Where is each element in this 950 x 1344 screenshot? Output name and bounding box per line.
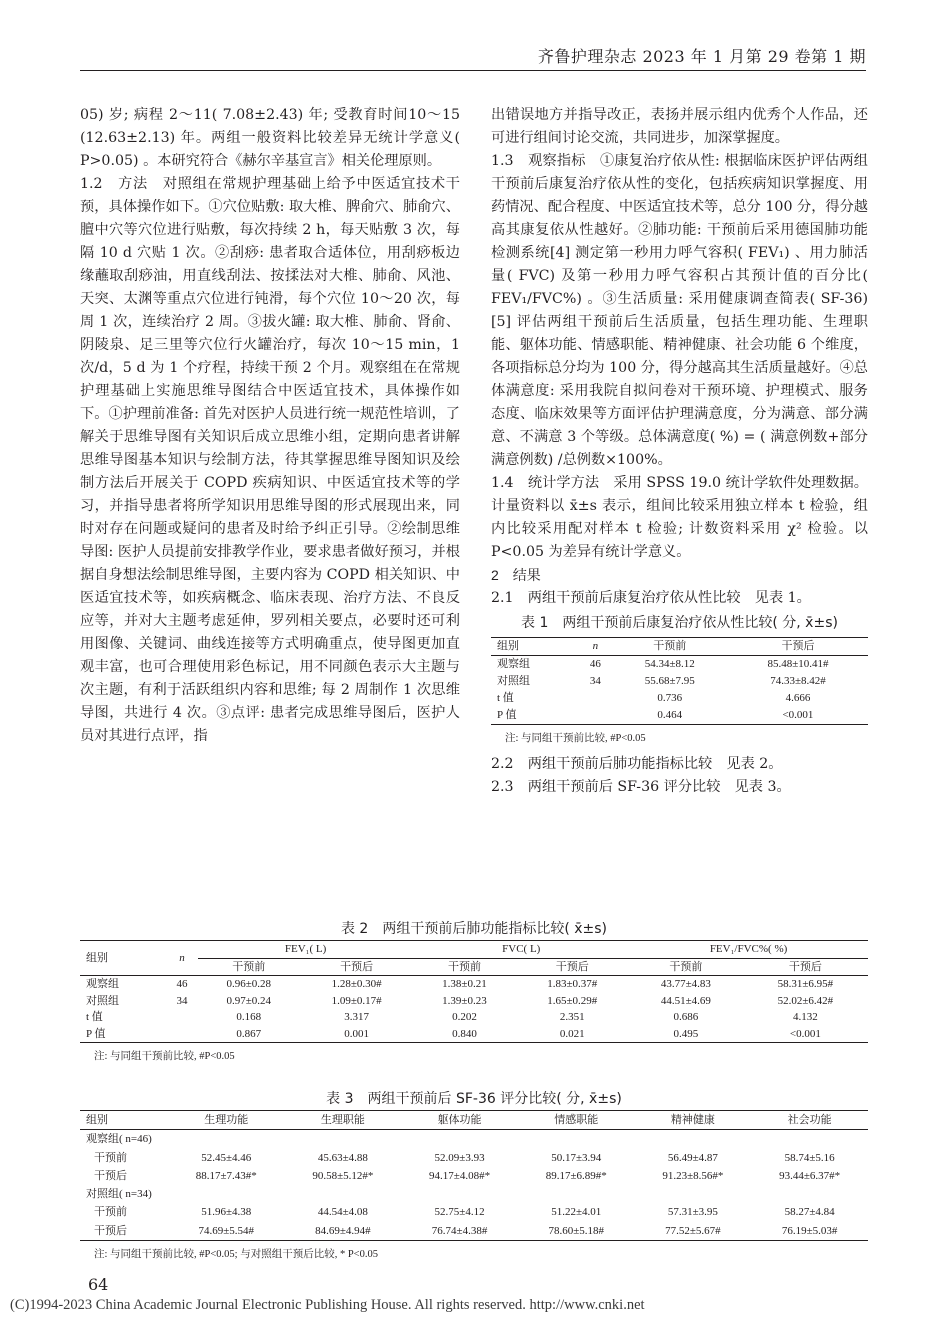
table-cell: 干预前: [94, 1206, 127, 1219]
page-header: [0, 0, 950, 74]
table-cell: t 值: [497, 692, 514, 704]
table-cell: 93.44±6.37#*: [779, 1169, 841, 1182]
table-header: 生理职能: [320, 1114, 365, 1126]
paragraph: 2.1 两组干预前后康复治疗依从性比较 见表 1。: [491, 590, 811, 606]
paragraph: 05) 岁; 病程 2～11( 7.08±2.43) 年; 受教育时间10～15 (12.63±2.13) 年。两组一般资料比较差异无统计学意义( P>0.05) 。本研究符合《赫尔辛基宣言》相关伦理原则。: [80, 107, 460, 169]
table-cell: 1.83±0.37#: [547, 978, 598, 990]
table-cell: <0.001: [789, 1027, 821, 1040]
table-header: 干预前: [447, 960, 481, 973]
table-cell: 0.867: [236, 1027, 262, 1040]
table-header-row: [80, 941, 868, 959]
table2-block: [80, 916, 868, 1071]
table-cell: 94.17±4.08#*: [429, 1169, 491, 1182]
table-header: 干预前: [232, 960, 266, 973]
table-row: [80, 1009, 868, 1026]
header-rule: [80, 70, 866, 71]
table-cell: 34: [589, 675, 601, 687]
right-column: [491, 104, 868, 799]
table-cell: 91.23±8.56#*: [662, 1169, 724, 1182]
table-header: 干预前: [653, 640, 687, 652]
table-cell: 对照组: [86, 994, 119, 1007]
table-cell: 0.736: [657, 692, 683, 704]
table-cell: 51.22±4.01: [551, 1206, 602, 1219]
table-cell: 74.69±5.54#: [198, 1224, 254, 1237]
table-cell: 0.96±0.28: [226, 978, 272, 990]
table-cell: 84.69±4.94#: [315, 1224, 371, 1237]
table-cell: 55.68±7.95: [644, 675, 695, 687]
table-row: [491, 673, 868, 690]
paragraph: 2.3 两组干预前后 SF-36 评分比较 见表 3。: [491, 779, 791, 795]
table-cell: 88.17±7.43#*: [195, 1169, 257, 1182]
table-cell: 50.17±3.94: [551, 1151, 602, 1164]
table-cell: 1.38±0.21: [442, 978, 487, 990]
table-header: 生理功能: [204, 1114, 249, 1126]
table-row: [491, 656, 868, 674]
table-row: [80, 1222, 868, 1241]
table-cell: t 值: [86, 1011, 103, 1023]
table-cell: 58.27±4.84: [784, 1206, 835, 1219]
table-header: n: [592, 640, 599, 652]
table-cell: <0.001: [782, 709, 814, 721]
table1-caption: 表 1 两组干预前后康复治疗依从性比较( 分, x̄±s): [521, 615, 838, 631]
table-cell: 干预前: [94, 1151, 127, 1164]
table2-caption: 表 2 两组干预前后肺功能指标比较( x̄±s): [340, 921, 608, 937]
table-cell: 46: [176, 978, 188, 990]
table-cell: 44.51±4.69: [660, 994, 711, 1007]
table-header: 干预前: [669, 960, 703, 973]
table2-note: 注: 与同组干预前比较, #P<0.05: [94, 1051, 235, 1062]
table-cell: 51.96±4.38: [201, 1206, 252, 1219]
table-cell: 0.202: [452, 1011, 477, 1023]
table3-caption: 表 3 两组干预前后 SF-36 评分比较( 分, x̄±s): [326, 1091, 622, 1107]
table-cell: 78.60±5.18#: [548, 1224, 605, 1237]
table-header: 组别: [497, 640, 519, 652]
paragraph: 出错误地方并指导改正，表扬并展示组内优秀个人作品，还可进行组间讨论交流，共同进步，加深掌握度。: [491, 107, 868, 146]
table-cell: P 值: [86, 1027, 106, 1040]
table-cell: 干预后: [94, 1169, 127, 1182]
table-cell: 52.02±6.42#: [777, 994, 834, 1007]
table-cell: 57.31±3.95: [667, 1206, 718, 1219]
table-cell: 43.77±4.83: [660, 978, 711, 990]
table-cell: 对照组: [497, 675, 530, 687]
table-header: FEV₁( L): [198, 941, 414, 959]
table-cell: 0.686: [673, 1011, 699, 1023]
table-row: [80, 1026, 868, 1043]
table3-block: [80, 1086, 868, 1269]
table-cell: 0.021: [559, 1027, 585, 1040]
table-header-row: [80, 1111, 868, 1130]
table-cell: [579, 690, 611, 707]
table-cell: 观察组: [86, 978, 119, 990]
table3-note: 注: 与同组干预前比较, #P<0.05; 与对照组干预后比较, * P<0.05: [94, 1249, 378, 1261]
table-header-row: [80, 958, 868, 976]
table-header-row: [491, 638, 868, 656]
table-cell: 1.65±0.29#: [547, 994, 598, 1007]
table-cell: 0.495: [673, 1027, 699, 1040]
table1: [491, 637, 868, 725]
paragraph: 1.2 方法 对照组在常规护理基础上给予中医适宜技术干预，具体操作如下。①穴位贴敷: 取大椎、脾俞穴、肺俞穴、膻中穴等穴位进行贴敷，每次持续 2 h，每天贴敷 3 次，每隔 10 d 穴贴 1 次。②刮痧: 患者取合适体位，用刮痧板边缘蘸取刮痧油，用直线刮法、按揉法对大椎、肺俞、风池、天突、太渊等重点穴位进行钝滑，每个穴位 10～20 次，每周 1 次，连续治疗 2 周。③拔火罐: 取大椎、肺俞、肾俞、阴陵泉、足三里等穴位行火罐治疗，每次 10～15 min，1 次/d，5 d 为 1 个疗程，持续干预 2 个月。观察组在在常规护理基础上实施思维导图结合中医适宜技术，具体操作如下。①护理前准备: 首先对医护人员进行统一规范性培训，了解关于思维导图有关知识后成立思维小组，定期向患者讲解思维导图基本知识与绘制方法，待其掌握思维导图知识及绘制方法后开展关于 COPD 疾病知识、中医适宜技术等的学习，并指导患者将所学知识用思维导图的形式展现出来，同时对存在问题或疑问的患者及时给予纠正引导。②绘制思维导图: 医护人员提前安排教学作业，要求患者做好预习，并根据自身想法绘制思维导图，主要内容为 COPD 相关知识、中医适宜技术等，如疾病概念、临床表现、治疗方法、不良反应等，并对大主题考虑延伸，罗列相关要点，必要时还可利用图像、关键词、曲线连接等方式明确重点，使导图更加直观丰富，也可合理使用彩色标记，用不同颜色表示大主题与次主题，有利于活跃组织内容和思维; 每 2 周制作 1 次思维导图，共进行 4 次。③点评: 患者完成思维导图后，医护人员对其进行点评，指: [80, 176, 460, 744]
table-cell: 54.34±8.12: [644, 658, 695, 670]
table-cell: 1.09±0.17#: [331, 994, 382, 1007]
table3: [80, 1110, 868, 1241]
table-cell: 74.33±8.42#: [770, 675, 826, 687]
table-row: [491, 707, 868, 725]
table-cell: 45.63±4.88: [317, 1151, 368, 1164]
table-cell: 76.74±4.38#: [431, 1224, 488, 1237]
journal-title: 齐鲁护理杂志 2023 年 1 月第 29 卷第 1 期: [537, 47, 866, 66]
table-cell: 52.75±4.12: [434, 1206, 485, 1219]
section-heading: 2 结果: [491, 567, 541, 583]
table-cell: 52.45±4.46: [201, 1151, 252, 1164]
table-row: [80, 976, 868, 993]
copyright-line: (C)1994-2023 China Academic Journal Electronic Publishing House. All rights reserved. http://www.cnki.net: [10, 1297, 645, 1313]
table-header: 组别: [86, 1114, 108, 1126]
left-column: [80, 104, 460, 748]
table-cell: 52.09±3.93: [434, 1151, 485, 1164]
table-header: n: [179, 951, 185, 964]
table-cell: [579, 707, 611, 725]
table-cell: [166, 1026, 198, 1043]
table-cell: 2.351: [559, 1011, 585, 1023]
table-header: 干预后: [781, 640, 815, 652]
table-cell: 76.19±5.03#: [781, 1224, 838, 1237]
table-header: 干预后: [555, 960, 589, 973]
table-cell: 4.666: [785, 692, 811, 704]
table-cell: 77.52±5.67#: [665, 1224, 721, 1237]
table2: [80, 940, 868, 1043]
table-cell: 3.317: [344, 1011, 369, 1023]
table-header: 情感职能: [554, 1114, 599, 1126]
paragraph: 2.2 两组干预前后肺功能指标比较 见表 2。: [491, 756, 783, 772]
table-cell: 1.39±0.23: [442, 994, 487, 1007]
table-cell: P 值: [497, 709, 517, 721]
table-cell: 干预后: [94, 1224, 127, 1237]
table-row: [80, 1130, 868, 1149]
table-cell: 1.28±0.30#: [331, 978, 382, 990]
table-cell: 90.58±5.12#*: [312, 1169, 374, 1182]
table-row: [80, 1203, 868, 1221]
table-header: 干预后: [788, 960, 822, 973]
table-row: [491, 690, 868, 707]
table-cell: [166, 1009, 198, 1026]
table-header: 组别: [86, 951, 108, 964]
table-cell: 44.54±4.08: [317, 1206, 368, 1219]
table-header: 社会功能: [787, 1114, 832, 1126]
table-cell: 0.97±0.24: [226, 994, 272, 1007]
table-cell: 46: [589, 658, 601, 670]
paragraph: 1.4 统计学方法 采用 SPSS 19.0 统计学软件处理数据。计量资料以 x̄±s 表示，组间比较采用独立样本 t 检验，组内比较采用配对样本 t 检验; 计数资料采用 χ² 检验。以 P<0.05 为差异有统计学意义。: [491, 475, 868, 560]
table-cell: 0.840: [452, 1027, 477, 1040]
table-row: [80, 1185, 868, 1203]
table-cell: 观察组( n=46): [86, 1133, 152, 1146]
table-header: 精神健康: [670, 1114, 715, 1126]
table-cell: 85.48±10.41#: [767, 658, 829, 670]
table1-note: 注: 与同组干预前比较, #P<0.05: [505, 733, 646, 744]
table-cell: 58.74±5.16: [784, 1151, 835, 1164]
table-header: 躯体功能: [437, 1114, 482, 1126]
table-header: FEV₁/FVC%( %): [629, 941, 868, 959]
table-row: [80, 993, 868, 1010]
paragraph: 1.3 观察指标 ①康复治疗依从性: 根据临床医护评估两组干预前后康复治疗依从性的变化，包括疾病知识掌握度、用药情况、配合程度、中医适宜技术等，总分 100 分，得分越高其康复依从性越好。②肺功能: 干预前后采用德国肺功能检测系统[4] 测定第一秒用力呼气容积( FEV₁) 、用力肺活量( FVC) 及第一秒用力呼气容积占其预计值的百分比( FEV₁/FVC%) 。③生活质量: 采用健康调查简表( SF-36) [5] 评估两组干预前后生活质量，包括生理功能、生理职能、躯体功能、情感职能、精神健康、社会功能 6 个维度，各项指标总分均为 100 分，得分越高其生活质量越好。④总体满意度: 采用我院自拟问卷对干预环境、护理模式、服务态度、临床效果等方面评估护理满意度，分为满意、部分满意、不满意 3 个等级。总体满意度( %) = ( 满意例数+部分满意例数) /总例数×100%。: [491, 153, 868, 468]
table-cell: 0.168: [236, 1011, 262, 1023]
table-cell: 0.464: [657, 709, 683, 721]
table-header: 干预后: [340, 960, 374, 973]
table-cell: 56.49±4.87: [667, 1151, 718, 1164]
table-cell: 对照组( n=34): [86, 1188, 152, 1201]
table-header: FVC( L): [413, 941, 629, 959]
table-cell: 观察组: [497, 658, 530, 670]
table-cell: 4.132: [792, 1011, 818, 1023]
table-row: [80, 1149, 868, 1167]
table-row: [80, 1167, 868, 1185]
table-cell: 58.31±6.95#: [777, 978, 834, 990]
table-cell: 0.001: [344, 1027, 369, 1040]
table-cell: 89.17±6.89#*: [545, 1169, 607, 1182]
page-number: 64: [88, 1275, 109, 1294]
table-cell: 34: [176, 994, 188, 1007]
